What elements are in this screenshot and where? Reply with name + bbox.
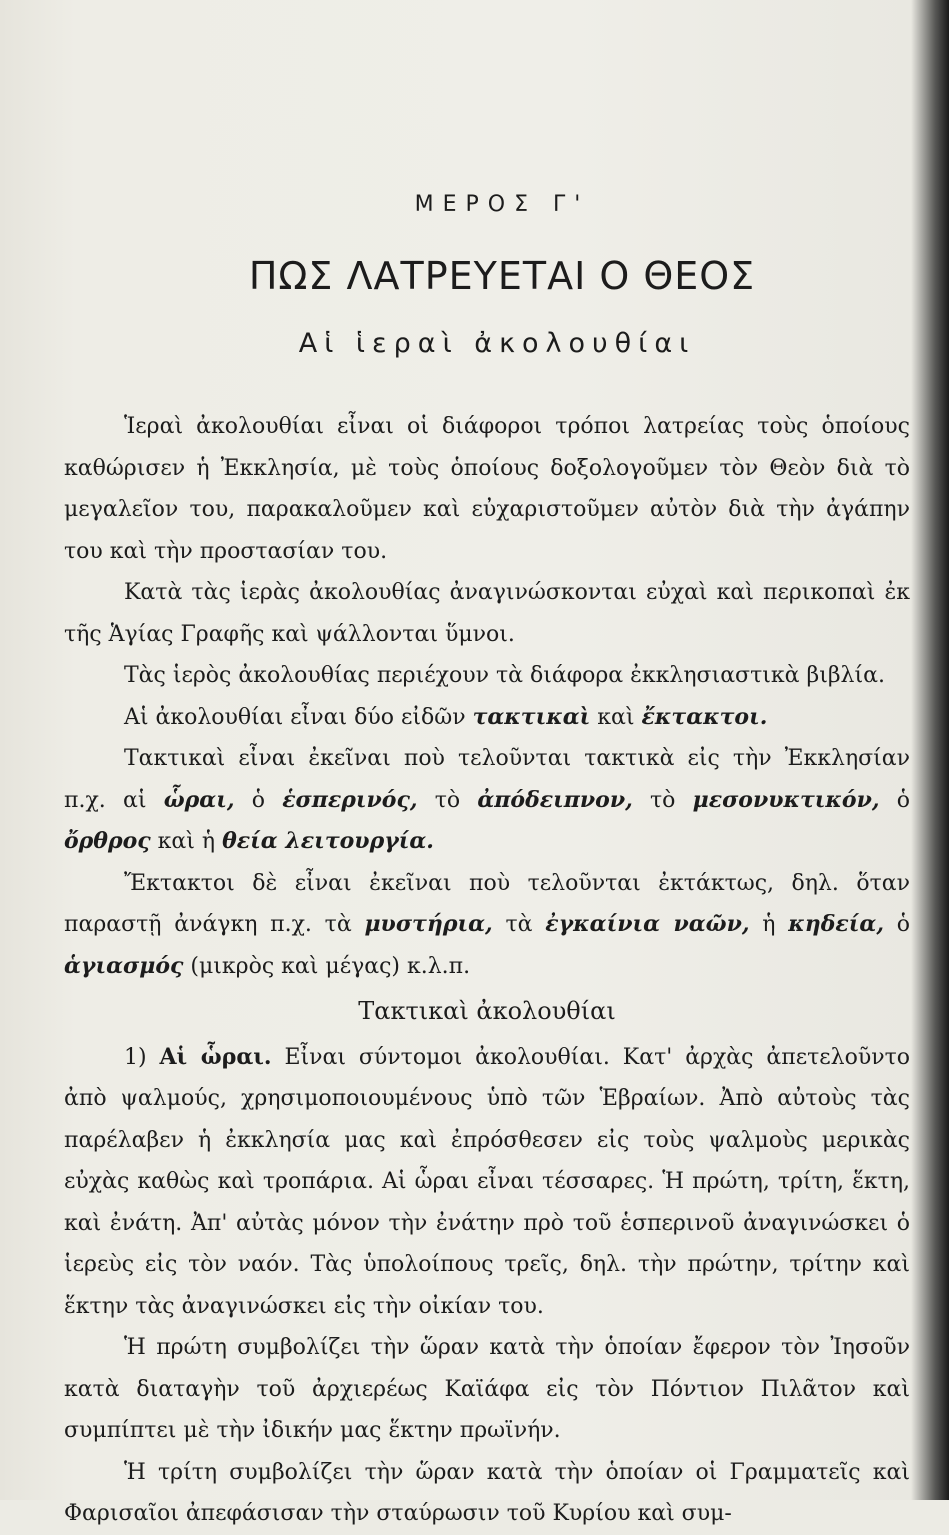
item-heading: Αἱ ὧραι. bbox=[159, 1043, 272, 1070]
paragraph-6-text: ἡ bbox=[749, 912, 789, 937]
paragraph-8: Ἡ πρώτη συμβολίζει τὴν ὥραν κατὰ τὴν ὁποίαν ἔφερον τὸν Ἰησοῦν κατὰ διαταγὴν τοῦ ἀρχιερέως Καϊάφα εἰς τὸν Πόντιον Πιλᾶτον καὶ συμπίπτει μὲ τὴν ἰδικήν μας ἕκτην πρωϊνήν. bbox=[64, 1335, 910, 1443]
page-content bbox=[64, 192, 910, 1535]
paragraph-5 bbox=[64, 738, 910, 863]
term-midnight-office: μεσονυκτικόν, bbox=[692, 786, 880, 813]
paragraph-5-text: καὶ ἡ bbox=[150, 829, 223, 854]
paragraph-7-text: Εἶναι σύντομοι ἀκολουθίαι. Κατ' ἀρχὰς ἀπετελοῦντο ἀπὸ ψαλμούς, χρησιμοποιουμένους ὑπὸ τῶν Ἑβραίων. Ἀπὸ αὐτοὺς τὰς παρέλαβεν ἡ ἐκκλησία μας καὶ ἐπρόσθεσεν εἰς τοὺς ψαλμοὺς μερικὰς εὐχὰς καθὼς καὶ τροπάρια. Αἱ ὧραι εἶναι τέσσαρες. Ἡ πρώτη, τρίτη, ἕκτη, καὶ ἐνάτη. Ἀπ' αὐτὰς μόνον τὴν ἐνάτην πρὸ τοῦ ἑσπερινοῦ ἀναγινώσκει ὁ ἱερεὺς εἰς τὸν ναόν. Τὰς ὑπολοίπους τρεῖς, δηλ. τὴν πρώτην, τρίτην καὶ ἕκτην τὰς ἀναγινώσκει εἰς τὴν οἰκίαν του. bbox=[64, 1044, 911, 1319]
paragraph-4 bbox=[64, 697, 910, 739]
paragraph-5-text: ὁ bbox=[234, 787, 283, 813]
paragraph-6-text: (μικρὸς καὶ μέγας) κ.λ.π. bbox=[183, 953, 471, 979]
list-number: 1) bbox=[124, 1044, 160, 1070]
body-text bbox=[64, 406, 910, 1535]
term-divine-liturgy: θεία λειτουργία. bbox=[222, 828, 434, 854]
part-label: ΜΕΡΟΣ Γ' bbox=[414, 192, 590, 217]
section-heading: Τακτικαὶ ἀκολουθίαι bbox=[358, 997, 616, 1025]
paragraph-5-text: τὸ bbox=[632, 787, 693, 813]
paragraph-6-text: ὁ bbox=[884, 912, 911, 937]
paragraph-5-text: Τακτικαὶ εἶναι ἐκεῖναι ποὺ τελοῦνται τακτικὰ εἰς τὴν Ἐκκλησίαν π.χ. αἱ bbox=[64, 746, 910, 813]
paragraph-5-text: τὸ bbox=[417, 787, 478, 813]
paragraph-3: Τὰς ἱερὸς ἀκολουθίας περιέχουν τὰ διάφορα ἐκκλησιαστικὰ βιβλία. bbox=[124, 663, 885, 688]
paragraph-6 bbox=[64, 863, 910, 988]
paragraph-7 bbox=[64, 1037, 910, 1328]
paragraph-4-text: Αἱ ἀκολουθίαι εἶναι δύο εἰδῶν bbox=[124, 704, 473, 730]
term-hours: ὧραι, bbox=[163, 786, 235, 813]
sub-title: Αἱ ἱεραὶ ἀκολουθίαι bbox=[298, 328, 696, 359]
paragraph-5-text: ὁ bbox=[879, 787, 910, 813]
term-blessing: ἁγιασμός bbox=[64, 952, 184, 979]
main-title: ΠΩΣ ΛΑΤΡΕΥΕΤΑΙ Ο ΘΕΟΣ bbox=[248, 254, 756, 298]
paragraph-2: Κατὰ τὰς ἱερὰς ἀκολουθίας ἀναγινώσκονται εὐχαὶ καὶ περικοπαὶ ἐκ τῆς Ἁγίας Γραφῆς καὶ ψάλλονται ὕμνοι. bbox=[64, 580, 910, 647]
term-extraordinary: ἔκτακτοι. bbox=[641, 703, 768, 730]
term-compline: ἀπόδειπνον, bbox=[477, 786, 633, 813]
term-funeral: κηδεία, bbox=[788, 911, 885, 937]
paragraph-9: Ἡ τρίτη συμβολίζει τὴν ὥραν κατὰ τὴν ὁποίαν οἱ Γραμματεῖς καὶ Φαρισαῖοι ἀπεφάσισαν τὴν σταύρωσιν τοῦ Κυρίου καὶ συμ- bbox=[64, 1459, 910, 1526]
paragraph-6-text: τὰ bbox=[492, 912, 546, 937]
paragraph-6-text: Ἔκτακτοι δὲ εἶναι ἐκεῖναι ποὺ τελοῦνται ἐκτάκτως, δηλ. ὅταν παραστῇ ἀνάγκη π.χ. τὰ bbox=[64, 870, 910, 937]
term-regular: τακτικαὶ bbox=[472, 703, 591, 730]
paragraph-1: Ἱεραὶ ἀκολουθίαι εἶναι οἱ διάφοροι τρόποι λατρείας τοὺς ὁποίους καθώρισεν ἡ Ἐκκλησία, μὲ τοὺς ὁποίους δοξολογοῦμεν τὸν Θεὸν διὰ τὸ μεγαλεῖον του, παρακαλοῦμεν καὶ εὐχαριστοῦμεν αὐτὸν διὰ τὴν ἀγάπην του καὶ τὴν προστασίαν του. bbox=[64, 414, 910, 564]
term-consecrations: ἐγκαίνια ναῶν, bbox=[545, 911, 750, 937]
term-sacraments: μυστήρια, bbox=[364, 911, 493, 937]
term-matins: ὄρθρος bbox=[64, 828, 151, 854]
term-vespers: ἑσπερινός, bbox=[282, 786, 418, 813]
paragraph-4-text: καὶ bbox=[590, 704, 642, 730]
